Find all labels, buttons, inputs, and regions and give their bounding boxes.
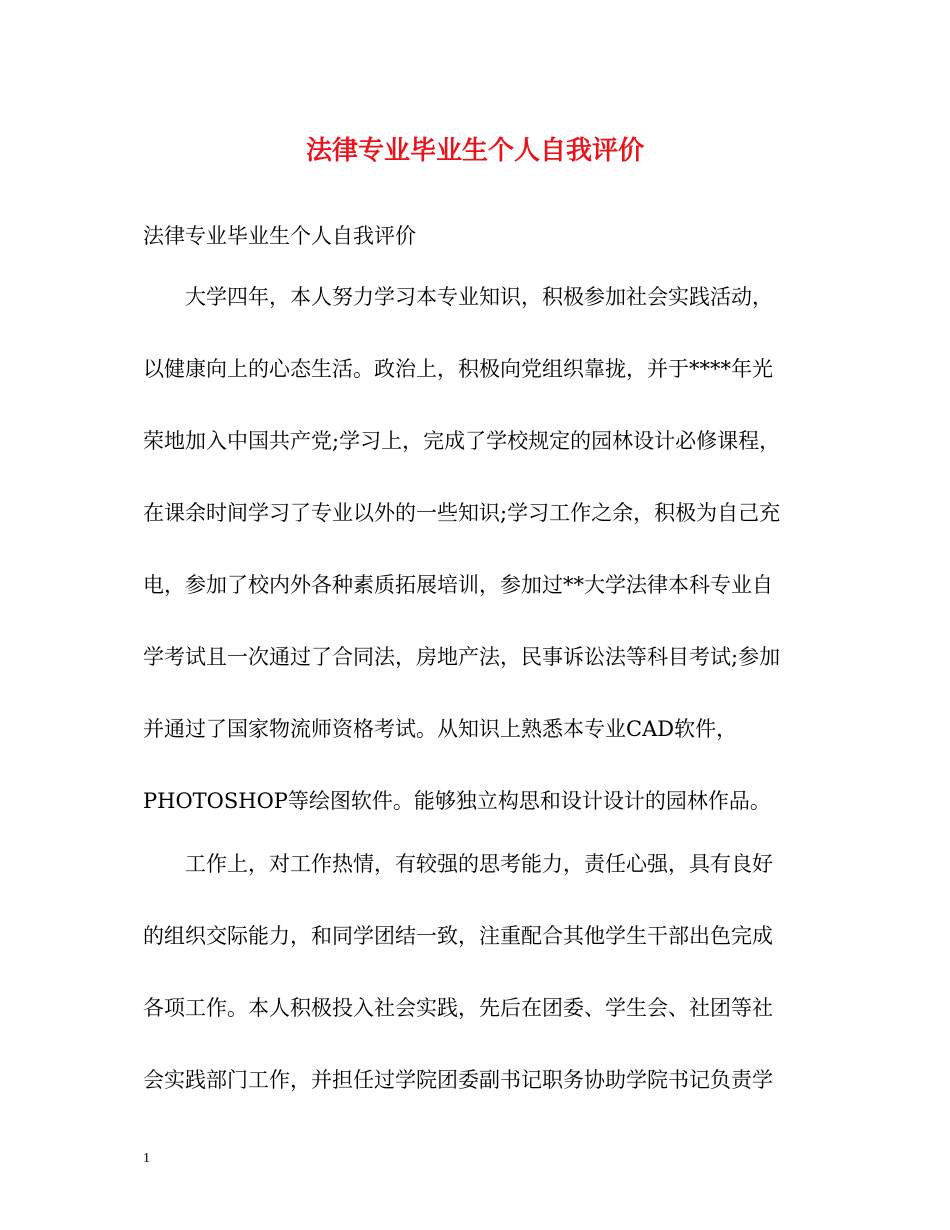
document-title: 法律专业毕业生个人自我评价 (305, 136, 644, 166)
paragraph-1-line-7: 并通过了国家物流师资格考试。从知识上熟悉本专业CAD软件， (143, 717, 738, 741)
paragraph-2-line-1: 工作上，对工作热情，有较强的思考能力，责任心强，具有良好 (185, 852, 773, 876)
paragraph-1-line-8: PHOTOSHOP等绘图软件。能够独立构思和设计设计的园林作品。 (143, 789, 771, 813)
paragraph-1-line-1: 大学四年，本人努力学习本专业知识，积极参加社会实践活动， (185, 285, 773, 309)
paragraph-1-line-3: 荣地加入中国共产党;学习上，完成了学校规定的园林设计必修课程， (143, 429, 781, 453)
paragraph-1-line-4: 在课余时间学习了专业以外的一些知识;学习工作之余，积极为自己充 (143, 501, 781, 525)
paragraph-1-line-2: 以健康向上的心态生活。政治上，积极向党组织靠拢，并于****年光 (143, 357, 773, 381)
paragraph-2-line-4: 会实践部门工作，并担任过学院团委副书记职务协助学院书记负责学 (143, 1068, 773, 1092)
document-subtitle: 法律专业毕业生个人自我评价 (143, 224, 416, 248)
page-number: 1 (143, 1151, 150, 1166)
paragraph-1-line-5: 电，参加了校内外各种素质拓展培训，参加过**大学法律本科专业自 (143, 573, 773, 597)
paragraph-2-line-3: 各项工作。本人积极投入社会实践，先后在团委、学生会、社团等社 (143, 996, 773, 1020)
paragraph-2-line-2: 的组织交际能力，和同学团结一致，注重配合其他学生干部出色完成 (143, 924, 773, 948)
paragraph-1-line-6: 学考试且一次通过了合同法，房地产法，民事诉讼法等科目考试;参加 (143, 645, 781, 669)
